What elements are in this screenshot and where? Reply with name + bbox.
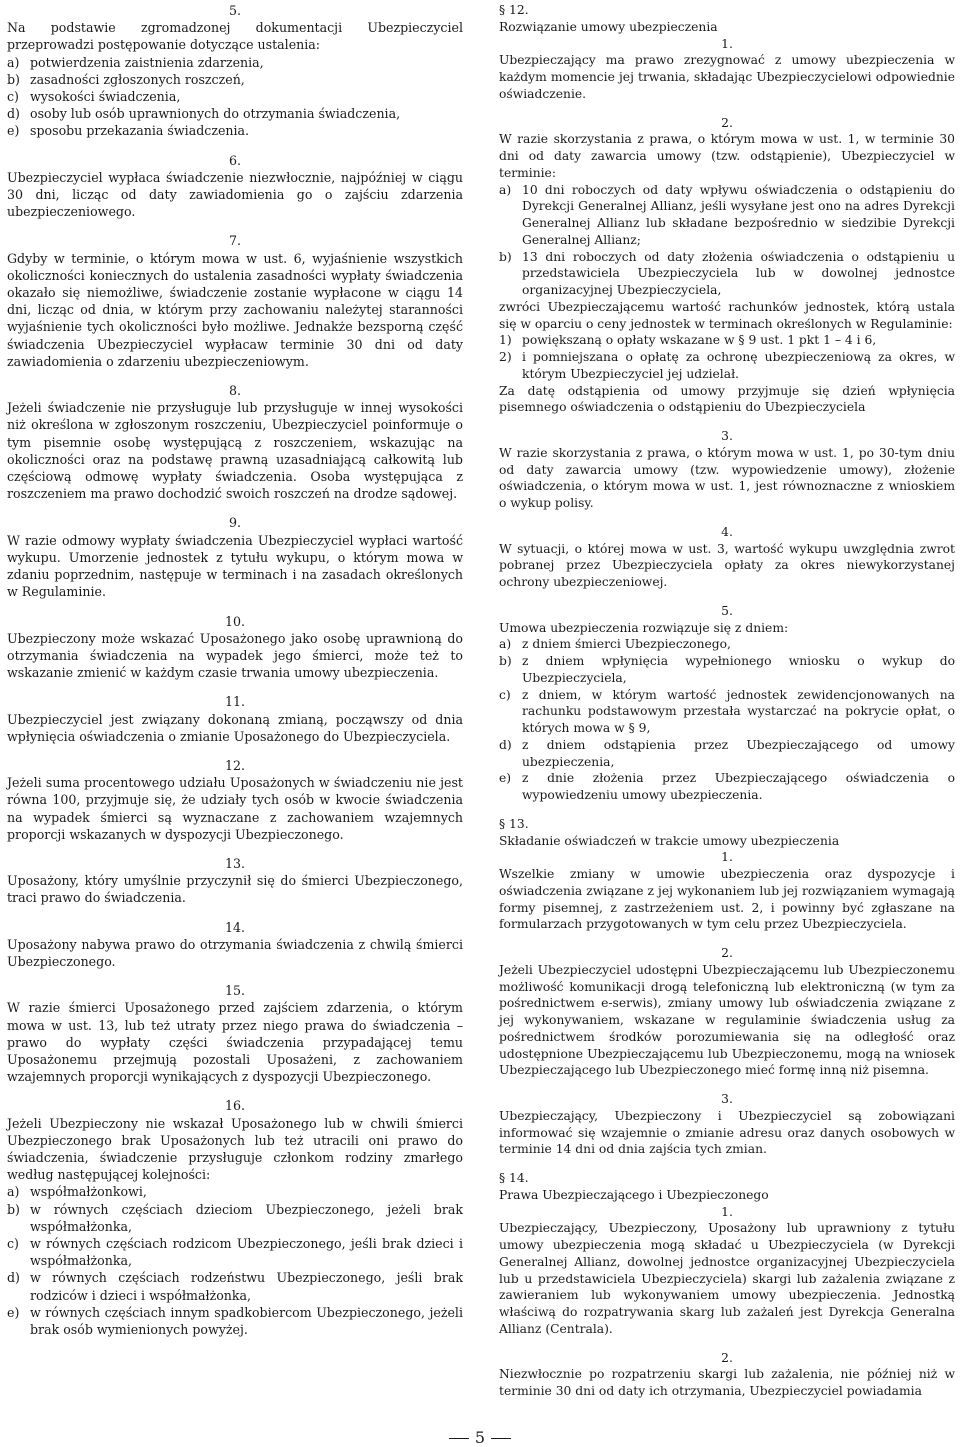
list-item (7, 71, 463, 88)
list-item (499, 636, 955, 653)
list-item-text: z dniem śmierci Ubezpieczonego, (522, 637, 731, 652)
list-item (7, 54, 463, 71)
list-item (7, 88, 463, 105)
list-marker: 2) (499, 350, 512, 364)
section-number: 2. (721, 115, 733, 130)
list-item-text: 10 dni roboczych od daty wpływu oświadczenia o odstąpieniu do Dyrekcji Generalnej Allianz, jeśli wysyłane jest ono na adres Dyrekcji Generalnej Allianz lub składane bezpośrednio w siedzibie Dyrekcji Generalnej Allianz; (522, 182, 955, 247)
list (499, 332, 955, 382)
paragraph: Ubezpieczający ma prawo zrezygnować z umowy ubezpieczenia w każdym momencie jej trwania, składając Ubezpieczycielowi odpowiednie oświadczenie. (499, 53, 955, 101)
list-item (499, 249, 955, 299)
paragraph-mark: § 12. (499, 3, 529, 17)
footer-dash-left (449, 1438, 469, 1439)
list-marker: b) (7, 71, 20, 87)
list-item (7, 1201, 463, 1235)
paragraph: zwróci Ubezpieczającemu wartość rachunków jednostek, którą ustala się w oparciu o ceny jednostek w terminach określonych w Regulaminie: (499, 299, 955, 331)
list-item (7, 1269, 463, 1303)
paragraph: W razie skorzystania z prawa, o którym mowa w ust. 1, po 30-tym dniu od daty zawarcia umowy (tzw. wypowiedzenie umowy), złożenie oświadczenia, o którym mowa w ust. 1, jest równoznaczne z wnioskiem o wykup polisy. (499, 445, 955, 510)
list-item (7, 1304, 463, 1338)
list-item-text: i pomniejszana o opłatę za ochronę ubezpieczeniową za okres, w którym Ubezpieczyciel jej udzielał. (522, 350, 955, 381)
section-number: 13. (224, 855, 246, 871)
list-item-text: w równych częściach rodzicom Ubezpieczonego, jeśli brak dzieci i współmałżonka, (30, 1236, 463, 1269)
section-number: 1. (721, 1204, 733, 1219)
list-marker: d) (499, 737, 512, 752)
right-column (499, 2, 955, 1400)
list-item (499, 182, 955, 249)
list-marker: e) (7, 1304, 20, 1320)
section-number: 10. (224, 613, 246, 629)
section-number: 4. (721, 524, 733, 539)
paragraph: Gdyby w terminie, o którym mowa w ust. 6, wyjaśnienie wszystkich okoliczności koniecznych do ustalenia zasadności wypłaty świadczenia okazało się niemożliwe, świadczenie zostanie wypłacone w ciągu 14 dni, licząc od dnia, w którym przy zachowaniu należytej staranności wyjaśnienie tych okoliczności było możliwe. Jednakże bezsporną część świadczenia Ubezpieczyciel wypłacaw terminie 30 dni od daty zawiadomienia o zdarzeniu ubezpieczeniowym. (7, 250, 463, 369)
list-item (7, 105, 463, 122)
page-number: 5 (474, 1428, 486, 1447)
list-marker: d) (7, 1270, 20, 1286)
list-item-text: potwierdzenia zaistnienia zdarzenia, (30, 54, 264, 70)
section-number: 16. (224, 1098, 246, 1114)
paragraph: Ubezpieczyciel wypłaca świadczenie niezwłocznie, najpóźniej w ciągu 30 dni, licząc od daty zawiadomienia go o zajściu zdarzenia ubezpieczeniowego. (7, 169, 463, 220)
list-item (499, 349, 955, 383)
section-number: 1. (721, 850, 733, 865)
section-number: 14. (224, 919, 246, 935)
list-marker: a) (499, 637, 512, 652)
left-column (7, 2, 463, 1338)
section-number: 1. (721, 36, 733, 51)
section-number: 12. (224, 757, 246, 773)
paragraph-mark: § 13. (499, 816, 529, 831)
section-number: 2. (721, 946, 733, 960)
paragraph: Uposażony, który umyślnie przyczynił się do śmierci Ubezpieczonego, traci prawo do świadczenia. (7, 873, 463, 906)
list-item-text: z dniem wpłynięcia wypełnionego wniosku o wykup do Ubezpieczyciela, (522, 654, 955, 685)
list-item (499, 687, 955, 737)
list-item (499, 653, 955, 687)
paragraph: Ubezpieczający, Ubezpieczony, Uposażony lub uprawniony z tytułu umowy ubezpieczenia mogą składać u Ubezpieczyciela (w Dyrekcji Generalnej Allianz, dowolnej jednostce organizacyjnej Ubezpieczyciela lub u przedstawiciela Ubezpieczyciela) skargi lub zażalenia związane z zawieraniem lub wykonywaniem umowy ubezpieczenia. Jednostką właściwą do rozpatrywania skarg lub zażaleń jest Dyrekcja Generalna Allianz (Centrala). (499, 1221, 955, 1336)
list (7, 54, 463, 140)
paragraph: Jeżeli Ubezpieczony nie wskazał Uposażonego lub w chwili śmierci Ubezpieczonego brak Uposażonych lub też utracili oni prawo do świadczenia, świadczenie przysługuje członkom rodziny zmarłego według następującej kolejności: (7, 1115, 463, 1183)
list-marker: a) (7, 54, 20, 70)
paragraph: Ubezpieczony może wskazać Uposażonego jako osobę uprawnioną do otrzymania świadczenia na wypadek jego śmierci, może też to wskazanie zmienić w każdym czasie trwania umowy ubezpieczenia. (7, 630, 463, 681)
list-item-text: powiększaną o opłaty wskazane w § 9 ust. 1 pkt 1 – 4 i 6, (522, 333, 877, 348)
list-marker: a) (499, 182, 512, 197)
paragraph: Jeżeli suma procentowego udziału Uposażonych w świadczeniu nie jest równa 100, przyjmuje się, że udziały tych osób w kwocie świadczenia na wypadek śmierci są wyznaczane z zachowaniem wzajemnych proporcji wskazanych w dyspozycji Ubezpieczonego. (7, 775, 463, 842)
paragraph: Niezwłocznie po rozpatrzeniu skargi lub zażalenia, nie później niż w terminie 30 dni od daty ich otrzymania, Ubezpieczyciel powiadamia (499, 1367, 955, 1398)
list-item-text: w równych częściach dzieciom Ubezpieczonego, jeżeli brak współmałżonka, (30, 1201, 463, 1234)
list-marker: b) (499, 654, 512, 668)
paragraph: Ubezpieczający, Ubezpieczony i Ubezpieczyciel są zobowiązani informować się wzajemnie o zmianie adresu oraz danych osobowych w terminie 14 dni od dnia zajścia tych zmian. (499, 1108, 955, 1157)
list-item-text: współmałżonkowi, (30, 1184, 147, 1200)
list-marker: c) (7, 89, 19, 105)
list (499, 636, 955, 804)
list-marker: e) (7, 123, 20, 139)
section-number: 5. (721, 603, 733, 618)
section-number: 8. (228, 383, 242, 399)
paragraph: Za datę odstąpienia od umowy przyjmuje się dzień wpłynięcia pisemnego oświadczenia o odstąpieniu do Ubezpieczyciela (499, 383, 955, 415)
list-item-text: w równych częściach innym spadkobiercom Ubezpieczonego, jeżeli brak osób wymienionych powyżej. (30, 1304, 463, 1338)
paragraph: Na podstawie zgromadzonej dokumentacji Ubezpieczyciel przeprowadzi postępowanie dotyczące ustalenia: (7, 20, 463, 53)
section-number: 3. (721, 1092, 733, 1106)
footer-dash-right (491, 1438, 511, 1439)
list-item (7, 1235, 463, 1269)
paragraph: W razie skorzystania z prawa, o którym mowa w ust. 1, w terminie 30 dni od daty zawarcia umowy (tzw. odstąpienie), Ubezpieczyciel w terminie: (499, 132, 955, 180)
list-item-text: wysokości świadczenia, (30, 89, 181, 105)
paragraph: Ubezpieczyciel jest związany dokonaną zmianą, począwszy od dnia wpłynięcia oświadczenia o zmianie Uposażonego do Ubezpieczyciela. (7, 711, 463, 744)
list-marker: c) (7, 1236, 19, 1251)
list-item-text: w równych częściach rodzeństwu Ubezpieczonego, jeśli brak rodziców i dzieci i współmałżonka, (30, 1270, 463, 1303)
section-number: 6. (228, 152, 242, 168)
section-title: Składanie oświadczeń w trakcie umowy ubezpieczenia (499, 833, 840, 848)
list-item (7, 122, 463, 139)
section-number: 3. (721, 429, 733, 443)
list-item (499, 770, 955, 804)
section-number: 11. (224, 694, 246, 710)
page-footer (0, 1429, 960, 1447)
list-item-text: z dnie złożenia przez Ubezpieczającego oświadczenia o wypowiedzeniu umowy ubezpieczenia. (522, 771, 955, 802)
paragraph: Uposażony nabywa prawo do otrzymania świadczenia z chwilą śmierci Ubezpieczonego. (7, 936, 463, 969)
list-item-text: osoby lub osób uprawnionych do otrzymania świadczenia, (30, 106, 401, 122)
paragraph: W razie śmierci Uposażonego przed zajściem zdarzenia, o którym mowa w ust. 13, lub też utraty przez niego prawa do świadczenia – prawo do wypłaty części świadczenia przypadającej temu Uposażonemu przejmują pozostali Uposażeni, z zachowaniem wzajemnych proporcji wynikających z dyspozycji Ubezpieczonego. (7, 1000, 463, 1085)
paragraph: W razie odmowy wypłaty świadczenia Ubezpieczyciel wypłaci wartość wykupu. Umorzenie jednostek z tytułu wykupu, o którym mowa w zdaniu poprzednim, następuje w terminach i na zasadach określonych w Regulaminie. (7, 532, 463, 600)
paragraph-mark: § 14. (499, 1171, 529, 1185)
list-marker: b) (499, 249, 512, 264)
section-number: 15. (224, 983, 246, 999)
list-item-text: z dniem, w którym wartość jednostek zewidencjonowanych na rachunku podstawowym przestała wystarczać na pokrycie opłat, o których mowa w § 9, (522, 687, 955, 735)
list-marker: 1) (499, 333, 512, 348)
section-title: Prawa Ubezpieczającego i Ubezpieczonego (499, 1187, 769, 1202)
section-number: 9. (228, 515, 242, 531)
list-marker: e) (499, 771, 512, 786)
section-number: 5. (228, 3, 242, 18)
list-item-text: zasadności zgłoszonych roszczeń, (30, 71, 245, 87)
list-item (7, 1183, 463, 1200)
section-title: Rozwiązanie umowy ubezpieczenia (499, 19, 718, 34)
list (7, 1183, 463, 1338)
list (499, 182, 955, 299)
paragraph: Jeżeli Ubezpieczyciel udostępni Ubezpieczającemu lub Ubezpieczonemu możliwość komunikacji drogą telefoniczną lub elektroniczną (w tym za pośrednictwem e-serwis), zmiany umowy lub oświadczenia związane z jej wykonywaniem, wskazane w regulaminie świadczenia usług za pośrednictwem środków porozumiewania się na odległość oraz udostępnione Ubezpieczającemu lub Ubezpieczonemu, mogą na wniosek Ubezpieczającego lub Ubezpieczonego mieć formę inną niż pisemna. (499, 962, 955, 1078)
paragraph: Jeżeli świadczenie nie przysługuje lub przysługuje w innej wysokości niż określona w zgłoszonym roszczeniu, Ubezpieczyciel poinformuje o tym pisemnie osobę występującą z roszczeniem, wskazując na okoliczności oraz na podstawę prawną uzasadniającą całkowitą lub częściową odmowę wypłaty świadczenia. Osoba występująca z roszczeniem ma prawo dochodzić swoich roszczeń na drodze sądowej. (7, 400, 463, 502)
list-item-text: sposobu przekazania świadczenia. (30, 123, 250, 139)
list-item-text: 13 dni roboczych od daty złożenia oświadczenia o odstąpieniu u przedstawiciela Ubezpieczyciela lub w dowolnej jednostce organizacyjnej Ubezpieczyciela, (522, 249, 955, 297)
section-number: 7. (228, 233, 242, 249)
paragraph: W sytuacji, o której mowa w ust. 3, wartość wykupu uwzględnia zwrot pobranej przez Ubezpieczyciela opłaty za okres niewykorzystanej ochrony ubezpieczeniowej. (499, 541, 955, 589)
list-item (499, 332, 955, 349)
section-number: 2. (721, 1350, 733, 1365)
list-marker: b) (7, 1201, 20, 1217)
list-marker: d) (7, 106, 20, 122)
list-item (499, 737, 955, 771)
list-item-text: z dniem odstąpienia przez Ubezpieczającego od umowy ubezpieczenia, (522, 737, 955, 769)
paragraph: Umowa ubezpieczenia rozwiązuje się z dniem: (499, 620, 789, 635)
list-marker: c) (499, 687, 511, 702)
paragraph: Wszelkie zmiany w umowie ubezpieczenia oraz dyspozycje i oświadczenia związane z jej wykonaniem lub jej rozwiązaniem wymagają formy pisemnej, z zastrzeżeniem ust. 2, i powinny być zgłaszane na formularzach przygotowanych w tym celu przez Ubezpieczyciela. (499, 867, 955, 932)
list-marker: a) (7, 1184, 20, 1200)
